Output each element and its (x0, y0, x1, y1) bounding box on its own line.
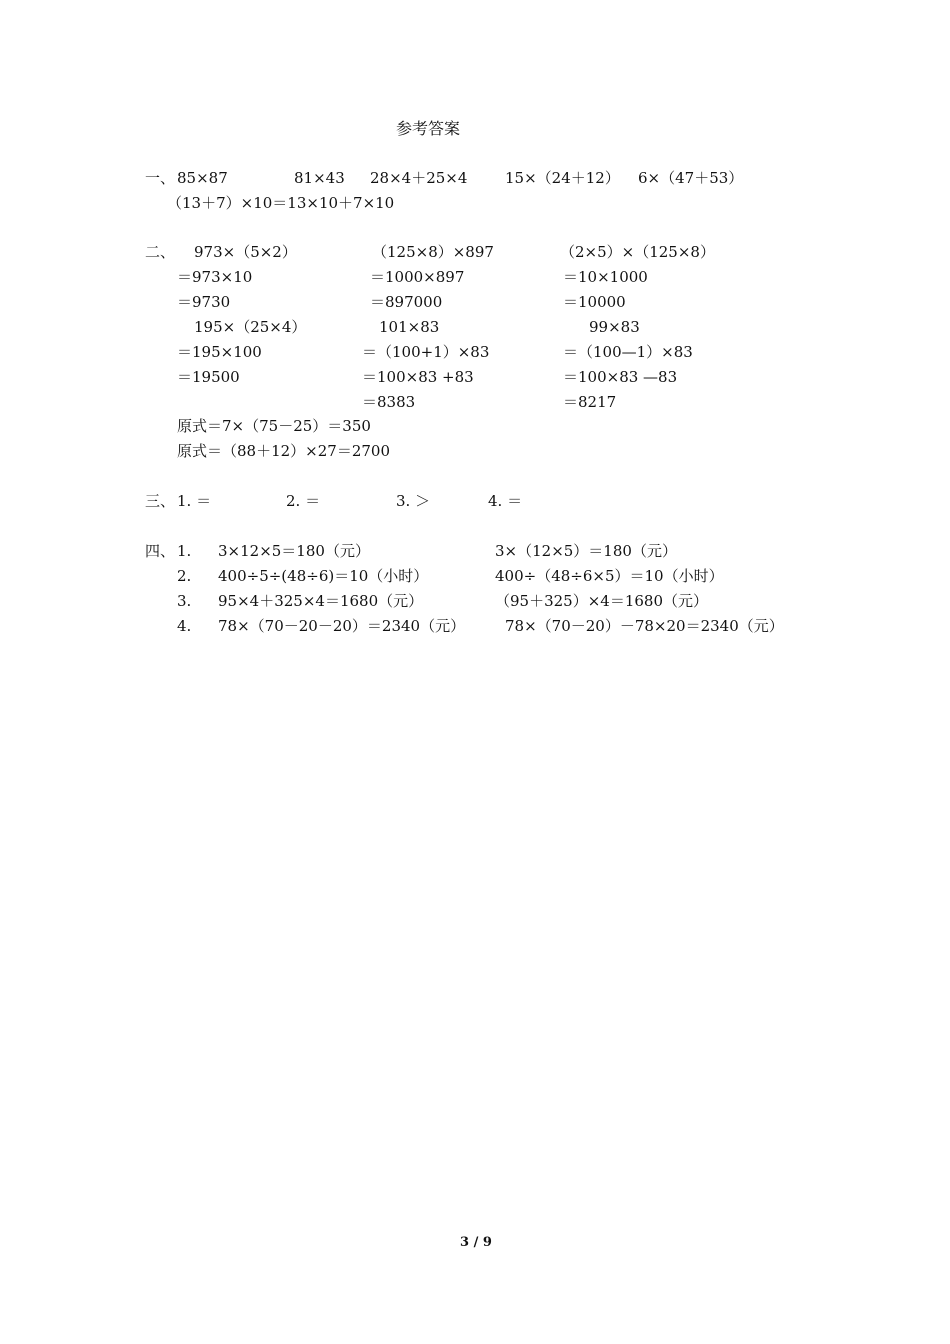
section2-col3-line: ＝100×83 —83 (563, 368, 678, 386)
section1-expr-2: 81×43 (294, 169, 345, 187)
section4-method2: 3×（12×5）＝180（元） (495, 542, 677, 560)
section4-number: 2. (177, 567, 192, 585)
section2-col1-line: ＝19500 (177, 368, 240, 386)
section1-label: 一、 (145, 169, 176, 187)
section2-col2-line: ＝8383 (362, 393, 416, 411)
section2-col2-line: 101×83 (379, 318, 440, 336)
section3-item-2: 2. ＝ (286, 492, 321, 510)
section2-col3-line: 99×83 (589, 318, 640, 336)
section4-method1: 400÷5÷(48÷6)＝10（小时） (218, 567, 429, 585)
section1-expr-4: 15×（24＋12） (505, 169, 620, 187)
section4-method2: 78×（70－20）－78×20＝2340（元） (505, 617, 784, 635)
section2-extra-2: 原式＝（88＋12）×27＝2700 (177, 442, 391, 460)
section2-col1-line: 195×（25×4） (194, 318, 307, 336)
section1-expr-6: （13＋7）×10＝13×10＋7×10 (167, 194, 395, 212)
section4-number: 4. (177, 617, 192, 635)
page-number: 3 / 9 (460, 1235, 492, 1250)
section2-col2-line: ＝897000 (370, 293, 443, 311)
section2-col2-line: （125×8）×897 (372, 243, 494, 261)
section4-method1: 3×12×5＝180（元） (218, 542, 370, 560)
section4-method1: 95×4＋325×4＝1680（元） (218, 592, 424, 610)
section2-col1-line: 973×（5×2） (194, 243, 297, 261)
section3-item-3: 3. ＞ (396, 492, 431, 510)
section1-expr-1: 85×87 (177, 169, 228, 187)
section2-col2-line: ＝100×83 +83 (362, 368, 474, 386)
section3-label: 三、 (145, 492, 176, 510)
section3-item-4: 4. ＝ (488, 492, 523, 510)
section2-col2-line: ＝1000×897 (370, 268, 465, 286)
section4-label: 四、 (145, 542, 176, 560)
section3-item-1: 1. ＝ (177, 492, 212, 510)
section1-expr-3: 28×4＋25×4 (370, 169, 468, 187)
section4-number: 3. (177, 592, 192, 610)
section4-method2: （95＋325）×4＝1680（元） (495, 592, 709, 610)
page-title: 参考答案 (396, 119, 461, 138)
section2-col3-line: ＝8217 (563, 393, 617, 411)
section2-col1-line: ＝9730 (177, 293, 231, 311)
section2-col3-line: ＝（100—1）×83 (563, 343, 693, 361)
section2-col3-line: ＝10000 (563, 293, 626, 311)
section2-extra-1: 原式＝7×（75－25）＝350 (177, 417, 371, 435)
section2-col2-line: ＝（100+1）×83 (362, 343, 490, 361)
section2-col3-line: （2×5）×（125×8） (560, 243, 715, 261)
section2-col1-line: ＝973×10 (177, 268, 253, 286)
section2-label: 二、 (145, 243, 176, 261)
section4-number: 1. (177, 542, 192, 560)
section2-col1-line: ＝195×100 (177, 343, 262, 361)
section2-col3-line: ＝10×1000 (563, 268, 648, 286)
section1-expr-5: 6×（47＋53） (638, 169, 744, 187)
section4-method2: 400÷（48÷6×5）＝10（小时） (495, 567, 724, 585)
section4-method1: 78×（70－20－20）＝2340（元） (218, 617, 466, 635)
